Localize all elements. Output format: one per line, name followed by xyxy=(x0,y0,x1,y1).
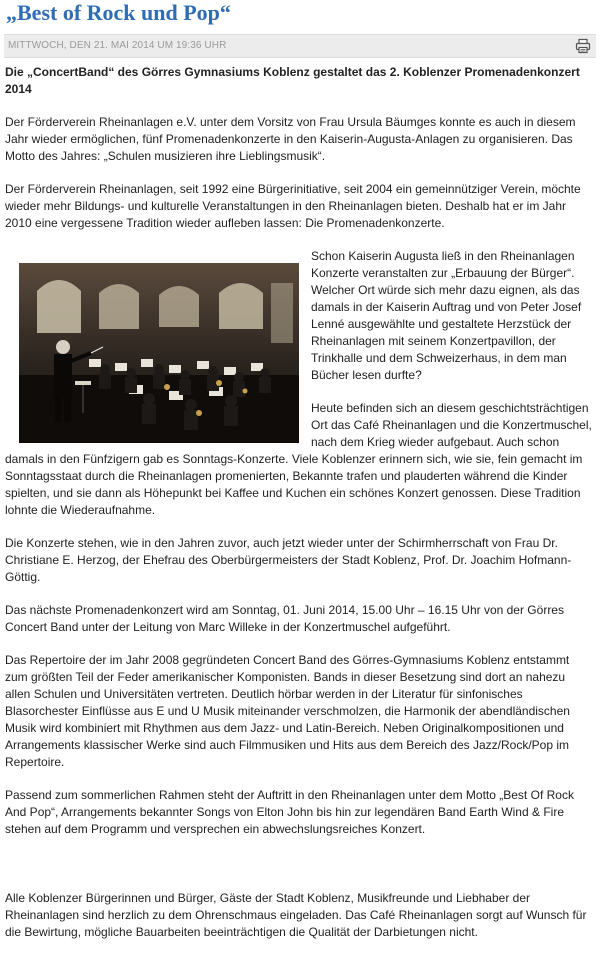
paragraph-kaiserin-augusta: Schon Kaiserin Augusta ließ in den Rheinanlagen Konzerte veranstalten zur „Erbauung der Bürger“. Welcher Ort würde sich mehr dazu eignen, als das damals in der Kaiserin Auftrag und von Peter Josef Lenné ausgewählte und gestaltete Herzstück der Rheinanlagen mit seinem Konzertpavillon, der Trinkhalle und dem Schweizerhaus, in dem man Bücher lesen durfte? xyxy=(311,249,582,382)
paragraph-schirmherrschaft: Die Konzerte stehen, wie in den Jahren zuvor, auch jetzt wieder unter der Schirmherrschaft von Frau Dr. Christiane E. Herzog, der Ehefrau des Oberbürgermeisters der Stadt Koblenz, Prof. Dr. Joachim Hofmann-Göttig. xyxy=(5,536,572,584)
publish-date: MITTWOCH, DEN 21. MAI 2014 UM 19:36 UHR xyxy=(8,40,227,51)
printer-icon[interactable] xyxy=(575,38,591,54)
article-lead: Die „ConcertBand“ des Görres Gymnasiums Koblenz gestaltet das 2. Koblenzer Promenadenkonzert 2014 xyxy=(5,65,580,96)
spacer xyxy=(5,854,593,890)
paragraph-history: Der Förderverein Rheinanlagen, seit 1992 eine Bürgerinitiative, seit 2004 ein gemeinnütziger Verein, möchte wieder mehr Bildungs- und kulturelle Veranstaltungen in den Rheinanlagen bieten. Deshalb hat er im Jahr 2010 eine vergessene Tradition wieder aufleben lassen: Die Promenadenkonzerte. xyxy=(5,182,581,230)
paragraph-invitation: Alle Koblenzer Bürgerinnen und Bürger, Gäste der Stadt Koblenz, Musikfreunde und Liebhaber der Rheinanlagen sind herzlich zu dem Ohrenschmaus eingeladen. Das Café Rheinanlagen sorgt auf Wunsch für die Bewirtung, mögliche Bauarbeiten beeinträchtigen die Qualität der Darbietungen nicht. xyxy=(5,891,587,939)
article-meta-bar xyxy=(4,34,596,58)
paragraph-repertoire: Das Repertoire der im Jahr 2008 gegründeten Concert Band des Görres-Gymnasiums Koblenz entstammt zum größten Teil der Feder amerikanischer Komponisten. Bands in dieser Besetzung sind dort an nahezu allen Schulen und Universitäten vertreten. Deutlich hörbar werden in der Literatur für sinfonisches Blasorchester Einflüsse aus E und U Musik miteinander verschmolzen, die Harmonik der abendländischen Musik wird kombiniert mit Rhythmen aus dem Jazz- und Latin-Bereich. Neben Originalkompositionen und Arrangements klassischer Werke sind auch Filmmusiken und Hits aus dem Bereich des Jazz/Rock/Pop im Repertoire. xyxy=(5,653,570,769)
paragraph-motto: Passend zum sommerlichen Rahmen steht der Auftritt in den Rheinanlagen unter dem Motto „Best Of Rock And Pop“, Arrangements bekannter Songs von Elton John bis hin zur legendären Band Earth Wind & Fire stehen auf dem Programm und versprechen ein abwechslungsreiches Konzert. xyxy=(5,788,574,836)
concert-band-photo xyxy=(19,263,299,443)
paragraph-next-concert: Das nächste Promenadenkonzert wird am Sonntag, 01. Juni 2014, 15.00 Uhr – 16.15 Uhr von der Görres Concert Band unter der Leitung von Marc Willeke in der Konzertmuschel aufgeführt. xyxy=(5,603,564,634)
article-body xyxy=(5,64,593,957)
paragraph-foerderverein: Der Förderverein Rheinanlagen e.V. unter dem Vorsitz von Frau Ursula Bäumges konnte es auch in diesem Jahr wieder ermöglichen, fünf Promenadenkonzerte in den Kaiserin-Augusta-Anlagen zu organisieren. Das Motto des Jahres: „Schulen musizieren ihre Lieblingsmusik“. xyxy=(5,115,576,163)
article-title[interactable]: „Best of Rock und Pop“ xyxy=(6,0,231,25)
paragraph-cafe-rheinanlagen: Heute befinden sich an diesem geschichtsträchtigen Ort das Café Rheinanlagen und die Konzertmuschel, nach dem Krieg wieder aufgebaut. Auch schon damals in den Fünfzigern gab es Sonntags-Konzerte. Viele Koblenzer erinnern sich, wie sie, fein gemacht im Sonntagsstaat durch die Rheinanlagen promenierten, Bekannte trafen und plauderten während die Kinder spielten, und sie dann als Höhepunkt bei Kaffee und Kuchen ein schönes Konzert genossen. Diese Tradition lohnte die Wiederaufnahme. xyxy=(5,401,592,517)
